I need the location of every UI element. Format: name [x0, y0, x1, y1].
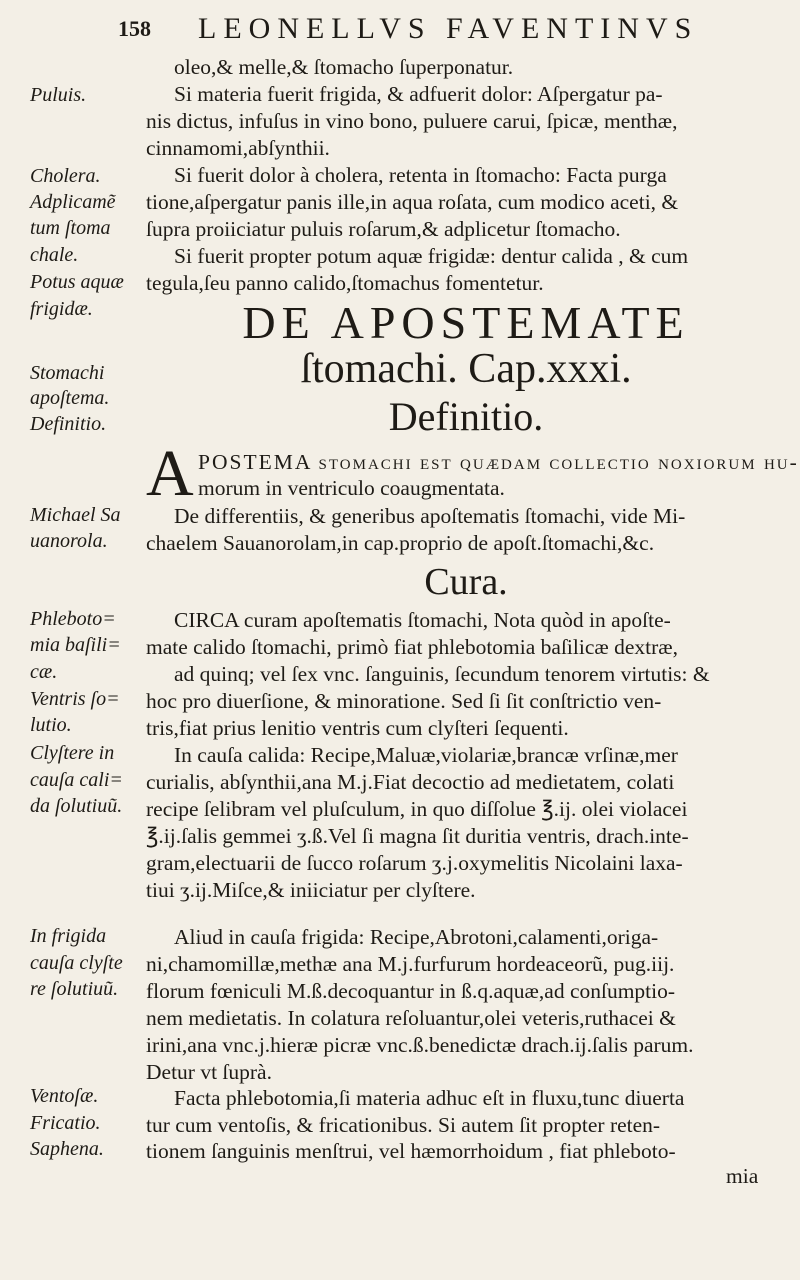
text-line: ad quinq; vel ſex vnc. ſanguinis, ſecundum tenorem virtutis: & [174, 662, 710, 686]
text-line: cinnamomi,abſynthii. [146, 136, 330, 160]
margin-note: Ventris ſo= [30, 688, 120, 710]
chapter-title: DE APOSTEMATE [242, 297, 690, 348]
text-line: De differentiis, & generibus apoſtematis ſtomachi, vide Mi- [174, 504, 686, 528]
margin-note: Saphena. [30, 1138, 104, 1160]
margin-note: Michael Sa [30, 504, 121, 526]
margin-note: chale. [30, 244, 79, 266]
margin-note: uanorola. [30, 530, 108, 552]
margin-note: cæ. [30, 661, 58, 683]
text-line: tegula,ſeu panno calido,ſtomachus fomentetur. [146, 271, 544, 295]
margin-note: Ventoſæ. [30, 1085, 99, 1107]
catchword: mia [726, 1164, 759, 1188]
text-line: irini,ana vnc.j.hieræ picræ vnc.ß.benedictæ drach.ij.ſalis parum. [146, 1033, 694, 1057]
text-line: nis dictus, infuſus in vino bono, puluere carui, ſpicæ, menthæ, [146, 109, 678, 133]
text-line: gram,electuarii de ſucco roſarum ʒ.j.oxymelitis Nicolaini laxa- [146, 851, 683, 875]
text-line: ni,chamomillæ,methæ ana M.j.furfurum hordeaceorũ, pug.iij. [146, 952, 675, 976]
text-line: Si materia fuerit frigida, & adfuerit dolor: Aſpergatur pa- [174, 82, 663, 106]
text-line: chaelem Sauanorolam,in cap.proprio de apoſt.ſtomachi,&c. [146, 531, 655, 555]
text-line: morum in ventriculo coaugmentata. [198, 476, 505, 500]
text-line: ſupra proiiciatur puluis roſarum,& adplicetur ſtomacho. [146, 217, 621, 241]
text-line: ℥.ij.ſalis gemmei ʒ.ß.Vel ſi magna ſit duritia ventris, drach.inte- [146, 824, 689, 848]
margin-note: da ſolutiuũ. [30, 795, 123, 817]
text-line: hoc pro diuerſione, & minoratione. Sed ſi ſit conſtrictio ven- [146, 689, 662, 713]
margin-note: lutio. [30, 714, 72, 736]
margin-note: cauſa clyſte [30, 952, 123, 974]
margin-note: In frigida [30, 925, 107, 947]
margin-note: mia baſili= [30, 634, 121, 656]
margin-note: Phleboto= [30, 608, 116, 630]
section-heading-definitio: Definitio. [388, 394, 544, 439]
margin-note: Stomachi [30, 362, 105, 384]
margin-note: Cholera. [30, 165, 101, 187]
page-header [118, 10, 778, 48]
text-line: nem medietatis. In colatura reſoluantur,olei veteris,ruthacei & [146, 1006, 676, 1030]
text-line: Aliud in cauſa frigida: Recipe,Abrotoni,calamenti,origa- [174, 925, 659, 949]
section-heading-cura: Cura. [424, 561, 508, 603]
text-line: oleo,& melle,& ſtomacho ſuperponatur. [174, 55, 514, 79]
text-line: mate calido ſtomachi, primò fiat phlebotomia baſilicæ dextræ, [146, 635, 678, 659]
text-line: recipe ſelibram vel pluſculum, in quo diſſolue ℥.ij. olei violacei [146, 797, 688, 821]
margin-note: Potus aquæ [30, 271, 124, 293]
margin-note: cauſa cali= [30, 769, 123, 791]
margin-note: tum ſtoma [30, 217, 111, 239]
page-number: 158 [118, 16, 151, 41]
text-line: Facta phlebotomia,ſi materia adhuc eſt in fluxu,tunc diuerta [174, 1086, 685, 1110]
margin-note: Adplicamẽ [30, 191, 116, 213]
text-line: curialis, abſynthii,ana M.j.Fiat decoctio ad medietatem, colati [146, 770, 675, 794]
chapter-title-line2: ſtomachi. Cap.xxxi. [300, 346, 632, 392]
text-line: tiui ʒ.ij.Miſce,& iniiciatur per clyſtere. [146, 878, 476, 902]
text-line: Detur vt ſuprà. [146, 1060, 272, 1084]
text-line: CIRCA curam apoſtematis ſtomachi, Nota quòd in apoſte- [174, 608, 671, 632]
text-line: POSTEMA ſtomachi eſt quædam collectio noxiorum hu- [198, 450, 799, 474]
text-line: Si fuerit propter potum aquæ frigidæ: dentur calida , & cum [174, 244, 689, 268]
text-line: tione,aſpergatur panis ille,in aqua roſata, cum modico aceti, & [146, 190, 679, 214]
margin-note: Clyſtere in [30, 742, 115, 764]
margin-note: Definitio. [30, 413, 107, 435]
text-line: tur cum ventoſis, & fricationibus. Si autem ſit propter reten- [146, 1113, 661, 1137]
text-line: tris,fiat prius lenitio ventris cum clyſteri ſequenti. [146, 716, 569, 740]
running-head: LEONELLVS FAVENTINVS [198, 12, 699, 45]
text-line: florum fœniculi M.ß.decoquantur in ß.q.aquæ,ad conſumptio- [146, 979, 676, 1003]
drop-cap: A [146, 437, 194, 510]
margin-note: Fricatio. [30, 1112, 101, 1134]
text-line: tionem ſanguinis menſtrui, vel hæmorrhoidum , fiat phleboto- [146, 1139, 676, 1163]
text-line: Si fuerit dolor à cholera, retenta in ſtomacho: Facta purga [174, 163, 667, 187]
margin-note: frigidæ. [30, 298, 93, 320]
margin-note: Puluis. [30, 84, 87, 106]
margin-note: re ſolutiuũ. [30, 978, 119, 1000]
text-line: In cauſa calida: Recipe,Maluæ,violariæ,brancæ vrſinæ,mer [174, 743, 678, 767]
margin-note: apoſtema. [30, 387, 110, 409]
